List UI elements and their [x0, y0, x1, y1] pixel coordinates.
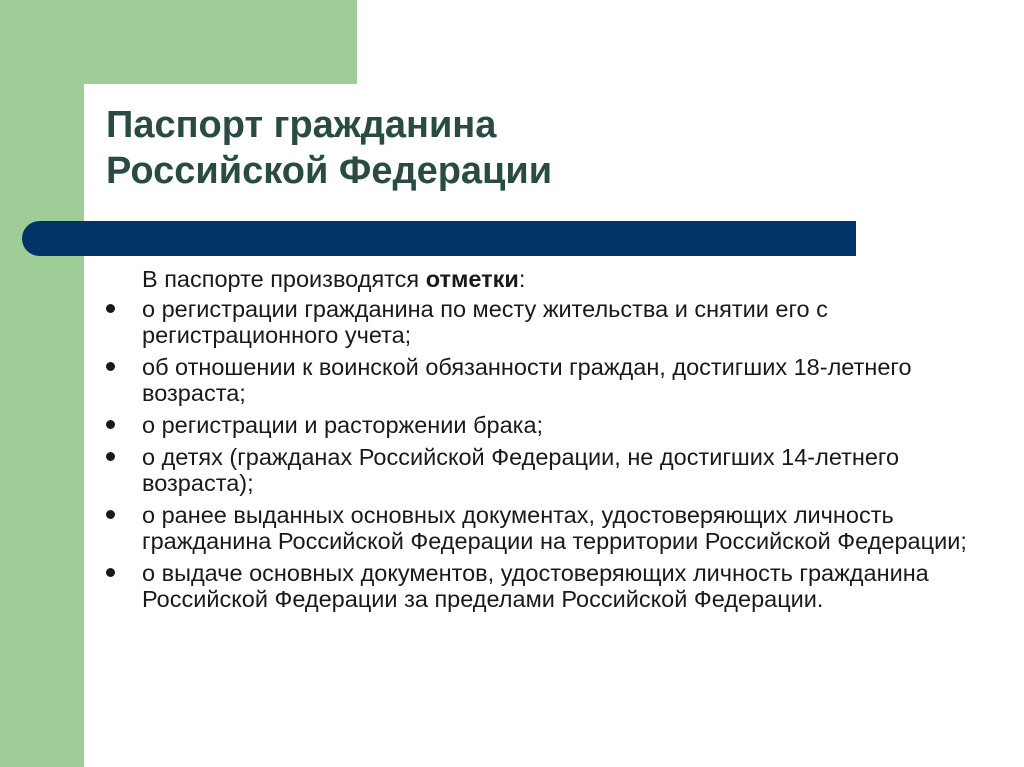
list-item: [106, 412, 976, 438]
list-item-text: о детях (гражданах Российской Федерации, не достигших 14-летнего возраста);: [142, 444, 900, 496]
green-accent-left: [0, 0, 84, 767]
list-item-text: о регистрации и расторжении брака;: [142, 412, 544, 438]
intro-prefix: В паспорте производятся: [142, 266, 426, 292]
intro-text: [142, 266, 976, 292]
divider-bar: [22, 221, 856, 256]
slide-title-line-2: Российской Федерации: [106, 150, 553, 192]
list-item: [106, 354, 976, 406]
list-item: [106, 502, 976, 554]
list-item: [106, 444, 976, 496]
slide-title-line-1: Паспорт гражданина: [106, 104, 497, 146]
list-item: [106, 560, 976, 612]
slide-body: [106, 266, 976, 618]
intro-bold: отметки: [425, 266, 519, 292]
list-item-text: об отношении к воинской обязанности граждан, достигших 18-летнего возраста;: [142, 354, 912, 406]
list-item-text: о регистрации гражданина по месту жительства и снятии его с регистрационного учета;: [142, 296, 828, 348]
slide-title: [106, 102, 806, 194]
bullet-dot-icon: [106, 510, 115, 519]
list-item-text: о выдаче основных документов, удостоверяющих личность гражданина Российской Федерации за пределами Российской Федерации.: [142, 560, 929, 612]
bullet-dot-icon: [106, 362, 115, 371]
bullet-dot-icon: [106, 568, 115, 577]
intro-suffix: :: [518, 266, 526, 292]
bullet-dot-icon: [106, 304, 115, 313]
bullet-list: [106, 296, 976, 612]
bullet-dot-icon: [106, 452, 115, 461]
bullet-dot-icon: [106, 420, 115, 429]
green-accent-top: [0, 0, 357, 84]
list-item: [106, 296, 976, 348]
list-item-text: о ранее выданных основных документах, удостоверяющих личность гражданина Российской Федерации на территории Российской Федерации;: [142, 502, 967, 554]
